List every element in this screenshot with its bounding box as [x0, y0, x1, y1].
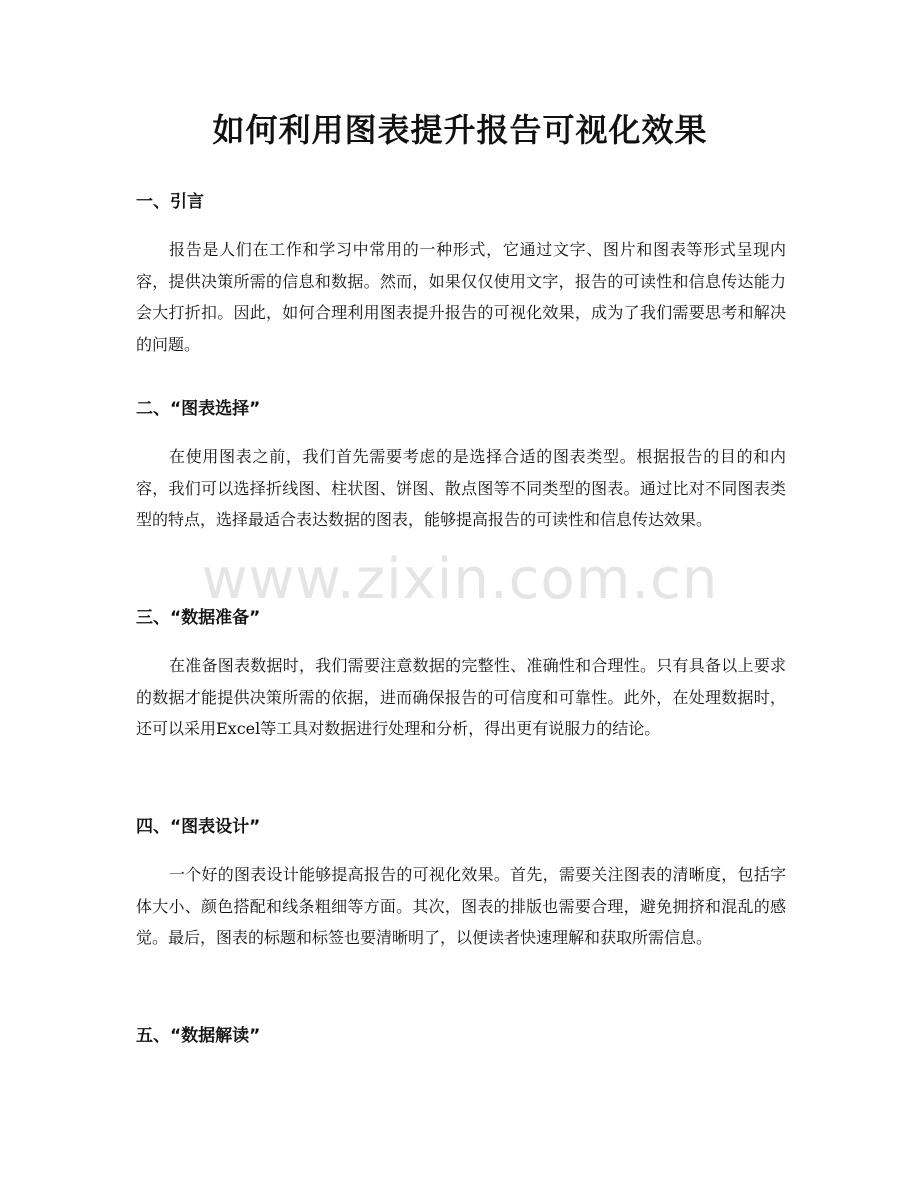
section-introduction [136, 190, 786, 360]
section-data-preparation [136, 606, 786, 745]
section-heading: 一、引言 [136, 192, 204, 212]
section-heading: 四、“图表设计” [136, 817, 261, 837]
watermark: www.zixin.com.cn [201, 547, 719, 612]
section-chart-selection [136, 397, 786, 536]
section-data-interpretation [136, 1024, 786, 1048]
section-paragraph: 在准备图表数据时，我们需要注意数据的完整性、准确性和合理性。只有具备以上要求的数据才能提供决策所需的依据，进而确保报告的可信度和可靠性。此外，在处理数据时，还可以采用Excel等工具对数据进行处理和分析，得出更有说服力的结论。 [136, 656, 786, 738]
section-chart-design [136, 815, 786, 954]
section-paragraph: 报告是人们在工作和学习中常用的一种形式，它通过文字、图片和图表等形式呈现内容，提供决策所需的信息和数据。然而，如果仅仅使用文字，报告的可读性和信息传达能力会大打折扣。因此，如何合理利用图表提升报告的可视化效果，成为了我们需要思考和解决的问题。 [136, 240, 786, 354]
section-heading: 二、“图表选择” [136, 399, 261, 419]
section-paragraph: 在使用图表之前，我们首先需要考虑的是选择合适的图表类型。根据报告的目的和内容，我们可以选择折线图、柱状图、饼图、散点图等不同类型的图表。通过比对不同图表类型的特点，选择最适合表达数据的图表，能够提高报告的可读性和信息传达效果。 [136, 447, 786, 529]
section-heading: 五、“数据解读” [136, 1026, 261, 1046]
section-paragraph: 一个好的图表设计能够提高报告的可视化效果。首先，需要关注图表的清晰度，包括字体大小、颜色搭配和线条粗细等方面。其次，图表的排版也需要合理，避免拥挤和混乱的感觉。最后，图表的标题和标签也要清晰明了，以便读者快速理解和获取所需信息。 [136, 865, 786, 947]
document-title: 如何利用图表提升报告可视化效果 [212, 111, 708, 149]
section-heading: 三、“数据准备” [136, 608, 261, 628]
